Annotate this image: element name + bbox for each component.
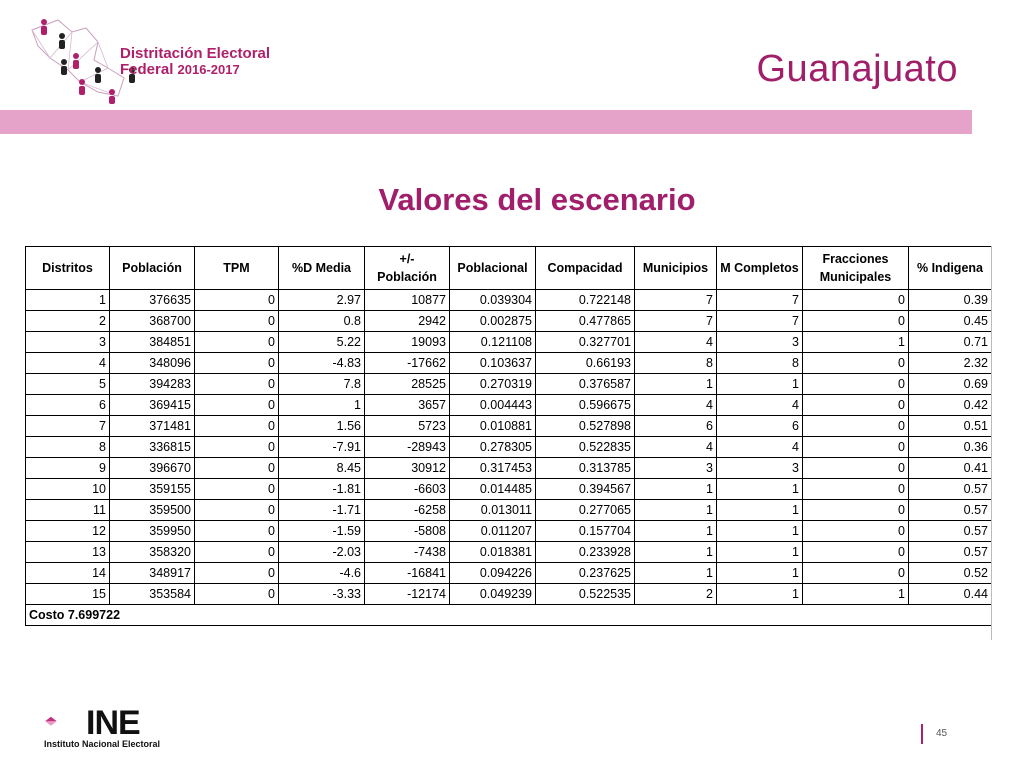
table-cell: 0.277065 — [536, 500, 635, 521]
logo-line1: Distritación Electoral — [120, 45, 271, 62]
table-cell: -6258 — [365, 500, 450, 521]
table-cell: 5.22 — [279, 332, 365, 353]
table-cell: 336815 — [110, 437, 195, 458]
table-cell: 1 — [717, 584, 803, 605]
table-row — [26, 374, 992, 395]
table-cell: 5723 — [365, 416, 450, 437]
table-cell: 0 — [195, 479, 279, 500]
table-cell: 0 — [803, 437, 909, 458]
table-cell: 4 — [26, 353, 110, 374]
table-cell: 0.278305 — [450, 437, 536, 458]
page-number: 45 — [936, 728, 948, 739]
section-title: Valores del escenario — [378, 182, 696, 217]
table-cell: -1.71 — [279, 500, 365, 521]
ine-brand-sub: Instituto Nacional Electoral — [44, 739, 161, 749]
page-separator — [921, 724, 923, 744]
table-cell: 0.103637 — [450, 353, 536, 374]
column-header: % Indigena — [909, 247, 992, 290]
table-cell: 0.270319 — [450, 374, 536, 395]
table-cell: 1 — [803, 332, 909, 353]
table-cell: 0 — [803, 374, 909, 395]
table-row — [26, 521, 992, 542]
scenario-table-wrap — [25, 246, 991, 626]
table-row — [26, 290, 992, 311]
table-row — [26, 563, 992, 584]
table-cell: 1 — [635, 500, 717, 521]
table-cell: 0 — [803, 542, 909, 563]
table-cell: 6 — [635, 416, 717, 437]
table-cell: 0 — [195, 521, 279, 542]
table-cell: 1 — [279, 395, 365, 416]
table-cell: 359500 — [110, 500, 195, 521]
table-cell: 0.45 — [909, 311, 992, 332]
table-cell: 353584 — [110, 584, 195, 605]
table-cell: 7 — [635, 290, 717, 311]
table-cell: 28525 — [365, 374, 450, 395]
table-cell: 0 — [803, 479, 909, 500]
table-row — [26, 437, 992, 458]
table-cell: 0.51 — [909, 416, 992, 437]
table-cell: 0 — [195, 332, 279, 353]
table-cell: 1 — [717, 542, 803, 563]
header-band — [0, 110, 972, 134]
table-cell: 0 — [803, 395, 909, 416]
distritacion-logo — [28, 12, 278, 104]
table-row — [26, 416, 992, 437]
table-cell: 0.527898 — [536, 416, 635, 437]
table-cell: 15 — [26, 584, 110, 605]
table-cell: 0.596675 — [536, 395, 635, 416]
table-cell: 0 — [195, 374, 279, 395]
table-cell: 0 — [195, 353, 279, 374]
table-row — [26, 353, 992, 374]
table-cell: 7.8 — [279, 374, 365, 395]
table-cell: 1 — [635, 374, 717, 395]
table-cell: 1 — [635, 521, 717, 542]
table-cell: 13 — [26, 542, 110, 563]
table-cell: 1 — [717, 563, 803, 584]
table-cell: 0 — [195, 563, 279, 584]
table-cell: 4 — [717, 395, 803, 416]
region-title: Guanajuato — [756, 48, 958, 90]
table-cell: 0.094226 — [450, 563, 536, 584]
table-row — [26, 500, 992, 521]
table-row — [26, 332, 992, 353]
table-cell: 0.376587 — [536, 374, 635, 395]
table-cell: -5808 — [365, 521, 450, 542]
table-cell: 0 — [195, 395, 279, 416]
table-cell: 1 — [717, 374, 803, 395]
table-cell: 1 — [635, 542, 717, 563]
table-cell: 0.002875 — [450, 311, 536, 332]
table-cell: 3657 — [365, 395, 450, 416]
table-cell: 1 — [26, 290, 110, 311]
table-cell: -12174 — [365, 584, 450, 605]
table-cell: 369415 — [110, 395, 195, 416]
table-header-row — [26, 247, 992, 290]
table-cell: 30912 — [365, 458, 450, 479]
table-cell: 0.313785 — [536, 458, 635, 479]
table-cell: 4 — [635, 437, 717, 458]
table-cell: 1 — [717, 500, 803, 521]
table-cell: 0.69 — [909, 374, 992, 395]
table-cell: 0.121108 — [450, 332, 536, 353]
table-cell: 0.010881 — [450, 416, 536, 437]
table-cell: 0.41 — [909, 458, 992, 479]
grid-edge — [991, 246, 992, 640]
table-cell: 19093 — [365, 332, 450, 353]
table-cell: 7 — [635, 311, 717, 332]
table-cell: 0 — [195, 584, 279, 605]
table-cell: 0.233928 — [536, 542, 635, 563]
table-row — [26, 542, 992, 563]
table-cell: 0 — [803, 353, 909, 374]
table-cell: 2.32 — [909, 353, 992, 374]
table-cell: 0.71 — [909, 332, 992, 353]
table-row — [26, 458, 992, 479]
table-cell: 0.57 — [909, 542, 992, 563]
cost-cell: Costo 7.699722 — [26, 605, 992, 626]
table-cell: 0.44 — [909, 584, 992, 605]
table-row — [26, 311, 992, 332]
table-cell: 4 — [717, 437, 803, 458]
table-cell: 0.327701 — [536, 332, 635, 353]
table-cell: 0.317453 — [450, 458, 536, 479]
table-cell: 12 — [26, 521, 110, 542]
table-body — [26, 290, 992, 626]
table-cell: 0 — [803, 311, 909, 332]
table-cell: 0.014485 — [450, 479, 536, 500]
table-cell: 8.45 — [279, 458, 365, 479]
table-cell: 14 — [26, 563, 110, 584]
table-cell: 358320 — [110, 542, 195, 563]
table-cell: 0.477865 — [536, 311, 635, 332]
table-cell: 0.013011 — [450, 500, 536, 521]
table-cell: 0.36 — [909, 437, 992, 458]
table-cell: 2942 — [365, 311, 450, 332]
table-cell: 2 — [635, 584, 717, 605]
table-cell: 371481 — [110, 416, 195, 437]
ine-brand: INE — [86, 704, 140, 742]
table-row — [26, 395, 992, 416]
column-header: Compacidad — [536, 247, 635, 290]
table-cell: 1 — [717, 479, 803, 500]
ine-diamond-icon — [44, 708, 88, 738]
table-cell: 376635 — [110, 290, 195, 311]
table-cell: 0.237625 — [536, 563, 635, 584]
table-cell: 10877 — [365, 290, 450, 311]
table-cell: 8 — [717, 353, 803, 374]
table-cell: 0.039304 — [450, 290, 536, 311]
table-cell: 0.722148 — [536, 290, 635, 311]
table-cell: 394283 — [110, 374, 195, 395]
table-cell: 2 — [26, 311, 110, 332]
table-cell: 0.394567 — [536, 479, 635, 500]
table-cell: 384851 — [110, 332, 195, 353]
table-cell: 0.66193 — [536, 353, 635, 374]
table-cell: 0.018381 — [450, 542, 536, 563]
table-cell: 4 — [635, 395, 717, 416]
table-cell: 4 — [635, 332, 717, 353]
logo-line2-label: Federal — [120, 61, 174, 78]
table-cell: 0 — [195, 500, 279, 521]
table-cell: 0.39 — [909, 290, 992, 311]
column-header: M Completos — [717, 247, 803, 290]
table-cell: 0 — [195, 542, 279, 563]
table-cell: 0 — [803, 500, 909, 521]
table-cell: 8 — [635, 353, 717, 374]
table-row — [26, 584, 992, 605]
table-cell: 396670 — [110, 458, 195, 479]
table-cell: 0.004443 — [450, 395, 536, 416]
table-cell: 6 — [717, 416, 803, 437]
column-header: Distritos — [26, 247, 110, 290]
table-cell: -6603 — [365, 479, 450, 500]
table-cell: 0.157704 — [536, 521, 635, 542]
table-cell: 2.97 — [279, 290, 365, 311]
table-cell: 1 — [635, 479, 717, 500]
column-header: TPM — [195, 247, 279, 290]
table-cell: 3 — [26, 332, 110, 353]
table-cell: 11 — [26, 500, 110, 521]
logo-line2 — [120, 62, 270, 78]
table-cell: 7 — [717, 290, 803, 311]
table-cell: 0 — [195, 437, 279, 458]
table-cell: 9 — [26, 458, 110, 479]
table-cell: 5 — [26, 374, 110, 395]
table-row — [26, 479, 992, 500]
table-cell: 1.56 — [279, 416, 365, 437]
table-cell: -3.33 — [279, 584, 365, 605]
table-cell: -1.81 — [279, 479, 365, 500]
table-cell: 1 — [635, 563, 717, 584]
table-cell: -7438 — [365, 542, 450, 563]
column-header: +/- Población — [365, 247, 450, 290]
table-cell: 0.522535 — [536, 584, 635, 605]
table-cell: 368700 — [110, 311, 195, 332]
table-cell: 0.57 — [909, 479, 992, 500]
table-cell: 0.011207 — [450, 521, 536, 542]
column-header: Poblacional — [450, 247, 536, 290]
table-cell: 0 — [803, 458, 909, 479]
table-cell: 7 — [717, 311, 803, 332]
cost-row — [26, 605, 992, 626]
table-cell: 6 — [26, 395, 110, 416]
table-cell: 1 — [717, 521, 803, 542]
table-cell: 0 — [803, 290, 909, 311]
table-cell: 0 — [803, 563, 909, 584]
table-cell: 0.52 — [909, 563, 992, 584]
table-cell: -4.83 — [279, 353, 365, 374]
table-cell: 3 — [717, 332, 803, 353]
logo-years: 2016-2017 — [177, 62, 240, 77]
table-cell: 0 — [195, 416, 279, 437]
table-cell: 0 — [803, 521, 909, 542]
logo-text — [120, 46, 270, 78]
column-header: Municipios — [635, 247, 717, 290]
table-cell: 348096 — [110, 353, 195, 374]
table-cell: -16841 — [365, 563, 450, 584]
table-cell: -1.59 — [279, 521, 365, 542]
table-cell: 348917 — [110, 563, 195, 584]
table-cell: 0.57 — [909, 521, 992, 542]
table-cell: 0 — [803, 416, 909, 437]
table-cell: 7 — [26, 416, 110, 437]
table-cell: -28943 — [365, 437, 450, 458]
column-header: Población — [110, 247, 195, 290]
table-cell: -17662 — [365, 353, 450, 374]
table-cell: 0.57 — [909, 500, 992, 521]
table-cell: 0 — [195, 311, 279, 332]
column-header: %D Media — [279, 247, 365, 290]
table-cell: -2.03 — [279, 542, 365, 563]
table-cell: 1 — [803, 584, 909, 605]
table-cell: 3 — [635, 458, 717, 479]
table-cell: 0.42 — [909, 395, 992, 416]
table-cell: 359155 — [110, 479, 195, 500]
table-cell: 0.049239 — [450, 584, 536, 605]
table-cell: 0.8 — [279, 311, 365, 332]
table-cell: 359950 — [110, 521, 195, 542]
table-cell: -7.91 — [279, 437, 365, 458]
table-cell: -4.6 — [279, 563, 365, 584]
scenario-table — [25, 246, 992, 626]
table-cell: 10 — [26, 479, 110, 500]
table-cell: 0 — [195, 458, 279, 479]
table-cell: 0.522835 — [536, 437, 635, 458]
table-cell: 8 — [26, 437, 110, 458]
table-cell: 0 — [195, 290, 279, 311]
table-cell: 3 — [717, 458, 803, 479]
column-header: Fracciones Municipales — [803, 247, 909, 290]
